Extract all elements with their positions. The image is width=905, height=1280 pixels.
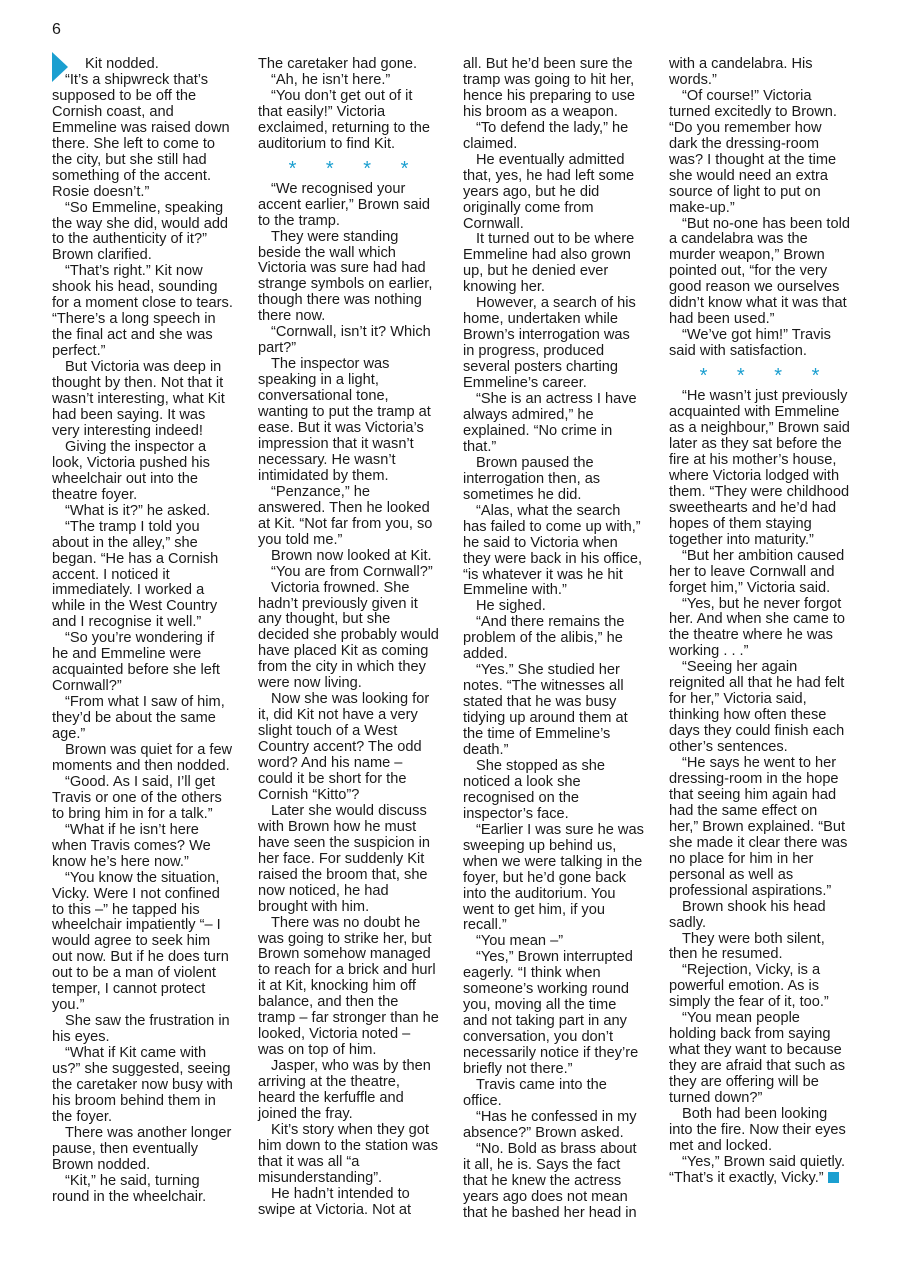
paragraph: “From what I saw of him, they’d be about the same age.” [52, 694, 225, 743]
paragraph: It turned out to be where Emmeline had also grown up, but he denied ever knowing her. [463, 231, 635, 296]
section-break-stars: * * * * [288, 157, 421, 180]
paragraph: “It’s a shipwreck that’s supposed to be off the Cornish coast, and Emmeline was raised down there. She left to come to the city, but she still had something of the accent. Rosie doesn’t.” [52, 71, 230, 200]
paragraph: Giving the inspector a look, Victoria pushed his wheelchair out into the theatre foyer. [52, 438, 210, 503]
paragraph: But Victoria was deep in thought by then. Not that it wasn’t interesting, what Kit had been saying. It was very interesting indeed! [52, 359, 225, 439]
story-end-square-icon [828, 1172, 839, 1183]
paragraph: “But her ambition caused her to leave Cornwall and forget him,” Victoria said. [669, 547, 845, 596]
paragraph: “Seeing her again reignited all that he had felt for her,” Victoria said, thinking how often these days they could finish each other’s sentences. [669, 659, 845, 756]
paragraph: She stopped as she noticed a look she recognised on the inspector’s face. [463, 757, 606, 822]
paragraph: They were both silent, then he resumed. [669, 930, 825, 963]
paragraph: There was no doubt he was going to strike her, but Brown somehow managed to reach for a brick and hurl it at Kit, knocking him off balance, and then the tramp – far stronger than he looked, Victoria noted – was on top of him. [258, 914, 439, 1059]
column-4 [669, 57, 850, 1187]
page-number: 6 [52, 21, 61, 38]
paragraph: Brown now looked at Kit. [271, 547, 432, 564]
paragraph: “We’ve got him!” Travis said with satisfaction. [669, 327, 831, 360]
paragraph: He hadn’t intended to swipe at Victoria. Not at [258, 1185, 412, 1218]
paragraph: “Of course!” Victoria turned excitedly to Brown. “Do you remember how dark the dressing-room was? I thought at the time she would need an extra source of light to put on make-up.” [669, 87, 837, 216]
paragraph: “You know the situation, Vicky. Were I not confined to this –” he tapped his wheelchair impatiently “– I would agree to seek him out now. But if he does turn out to be a man of violent temper, I cannot protect you.” [52, 869, 229, 1014]
paragraph: “That’s right.” Kit now shook his head, sounding for a moment close to tears. “There’s a long speech in the final act and she was perfect.” [52, 263, 233, 360]
paragraph: “She is an actress I have always admired,” he explained. “No crime in that.” [463, 391, 637, 455]
paragraph: “So you’re wondering if he and Emmeline were acquainted before she left Cornwall?” [52, 630, 220, 695]
paragraph: The inspector was speaking in a light, conversational tone, wanting to put the tramp at ease. But it was Victoria’s impression that it wasn’t necessary. He wasn’t intimidated by them. [258, 356, 431, 484]
paragraph: “He wasn’t just previously acquainted with Emmeline as a neighbour,” Brown said later as they sat before the fire at his mother’s house, where Victoria lodged with them. “They were childhood sweethearts and he’d had hopes of them staying together into maturity.” [669, 388, 850, 548]
paragraph: “Earlier I was sure he was sweeping up behind us, when we were talking in the foyer, but he’d gone back into the auditorium. You went to get him, if you recall.” [463, 821, 644, 934]
paragraph: “Penzance,” he answered. Then he looked at Kit. “Not far from you, so you told me.” [258, 483, 433, 548]
paragraph: Later she would discuss with Brown how he must have seen the suspicion in her face. For suddenly Kit raised the broom that, she now noticed, he had brought with him. [258, 802, 430, 915]
paragraph: Jasper, who was by then arriving at the theatre, heard the kerfuffle and joined the fray. [258, 1058, 431, 1122]
paragraph: all. But he’d been sure the tramp was going to hit her, hence his preparing to use his broom as a weapon. [463, 56, 635, 120]
paragraph: Victoria frowned. She hadn’t previously given it any thought, but she decided she probably would have placed Kit as coming from the city in which they were now living. [258, 579, 439, 692]
column-3 [463, 57, 644, 1222]
paragraph: “And there remains the problem of the alibis,” he added. [463, 614, 625, 663]
paragraph: “What if Kit came with us?” she suggested, seeing the caretaker now busy with his broom behind them in the foyer. [52, 1045, 233, 1125]
paragraph: He eventually admitted that, yes, he had left some years ago, but he did originally come from Cornwall. [463, 151, 635, 232]
paragraph: He sighed. [476, 598, 546, 615]
paragraph: The caretaker had gone. [258, 56, 418, 72]
paragraph: “Yes, but he never forgot her. And when she came to the theatre where he was working . . .” [669, 595, 846, 660]
paragraph: “We recognised your accent earlier,” Brown said to the tramp. [258, 180, 430, 229]
paragraph: Kit nodded. [85, 56, 159, 72]
section-break-stars: * * * * [699, 365, 832, 388]
paragraph: “Cornwall, isn’t it? Which part?” [258, 324, 431, 357]
paragraph: Travis came into the office. [463, 1077, 607, 1109]
column-1 [52, 57, 233, 1206]
paragraph: She saw the frustration in his eyes. [52, 1013, 230, 1046]
paragraph: “Alas, what the search has failed to come up with,” he said to Victoria when they were back in his office, “is whatever it was he hit Emmeline with.” [463, 502, 643, 599]
paragraph: “What is it?” he asked. [65, 502, 211, 519]
paragraph: Both had been looking into the fire. Now their eyes met and locked. [669, 1106, 846, 1154]
paragraph: “You are from Cornwall?” [271, 563, 433, 580]
paragraph: Now she was looking for it, did Kit not have a very slight touch of a West Country accent? The odd word? And his name – could it be short for the Cornish “Kitto”? [258, 691, 430, 803]
paragraph: Brown was quiet for a few moments and then nodded. [52, 741, 233, 774]
paragraph: “Kit,” he said, turning round in the wheelchair. [52, 1172, 207, 1205]
paragraph: “Ah, he isn’t here.” [271, 71, 391, 88]
column-2 [258, 57, 439, 1219]
paragraph: “But no-one has been told a candelabra was the murder weapon,” Brown pointed out, “for the very good reason we ourselves didn’t know what it was that had been used.” [669, 215, 850, 328]
paragraph: They were standing beside the wall which Victoria was sure had had strange symbols on earlier, though there was nothing there now. [258, 228, 433, 325]
paragraph: “Good. As I said, I’ll get Travis or one of the others to bring him in for a talk.” [52, 773, 222, 822]
paragraph: “What if he isn’t here when Travis comes? We know he’s here now.” [52, 821, 211, 870]
paragraph: Kit’s story when they got him down to the station was that it was all “a misunderstanding”. [258, 1121, 439, 1186]
paragraph: “Yes.” She studied her notes. “The witnesses all stated that he was busy tidying up around them at the time of Emmeline’s death.” [463, 662, 628, 758]
paragraph: “So Emmeline, speaking the way she did, would add to the authenticity of it?” Brown clarified. [52, 199, 229, 264]
paragraph: “To defend the lady,” he claimed. [463, 119, 629, 152]
paragraph: “The tramp I told you about in the alley,” she began. “He has a Cornish accent. I noticed it immediately. I worked a while in the West Country and I recognise it well.” [52, 518, 219, 631]
paragraph: “You mean –” [476, 933, 564, 950]
paragraph: There was another longer pause, then eventually Brown nodded. [52, 1124, 232, 1173]
paragraph: “Has he confessed in my absence?” Brown asked. [463, 1108, 637, 1141]
paragraph: However, a search of his home, undertaken while Brown’s interrogation was in progress, produced several posters charting Emmeline’s career. [463, 295, 636, 392]
paragraph: “Yes,” Brown interrupted eagerly. “I think when someone’s working round you, moving all the time and not taking part in any conversation, you don’t necessarily notice if they’re briefly not there.” [463, 949, 639, 1078]
paragraph: “You mean people holding back from saying what they want to because they are afraid that such as they are offering will be turned down?” [669, 1010, 846, 1107]
paragraph: “You don’t get out of it that easily!” Victoria exclaimed, returning to the auditorium to find Kit. [258, 87, 430, 152]
paragraph: “Yes,” Brown said quietly. “That’s it exactly, Vicky.” [669, 1153, 846, 1186]
paragraph: “No. Bold as brass about it all, he is. Says the fact that he knew the actress years ago does not mean that he bashed her head in [463, 1140, 637, 1221]
paragraph: with a candelabra. His words.” [669, 56, 813, 88]
paragraph: Brown shook his head sadly. [669, 898, 826, 931]
paragraph: Brown paused the interrogation then, as sometimes he did. [463, 454, 601, 503]
paragraph: “Rejection, Vicky, is a powerful emotion. As is simply the fear of it, too.” [669, 962, 829, 1011]
paragraph: “He says he went to her dressing-room in the hope that seeing him again had had the same effect on her,” Brown explained. “But she made it clear there was no place for him in her personal as well as professional aspirations.” [669, 755, 848, 899]
